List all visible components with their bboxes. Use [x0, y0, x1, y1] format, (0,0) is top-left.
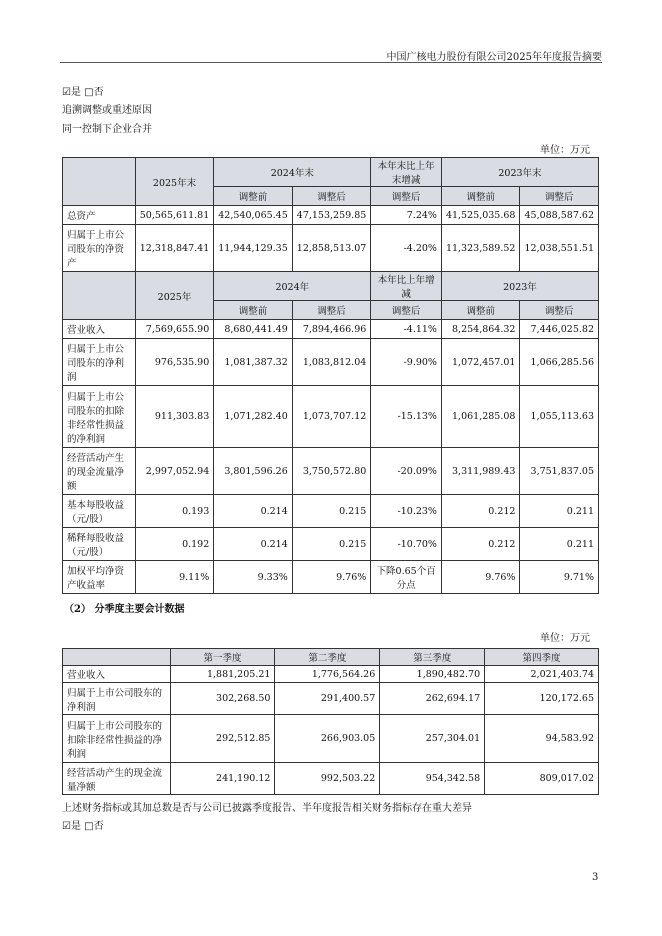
row-label: 归属于上市公司股东的扣除非经常性损益的净利润 [63, 386, 136, 448]
value-cell: 7,446,025.82 [520, 320, 599, 339]
row-label: 加权平均净资产收益率 [63, 561, 136, 594]
value-cell: 1,073,707.12 [292, 386, 371, 448]
value-cell: 1,066,285.56 [520, 339, 599, 386]
quarter-header: 第一季度 [170, 649, 275, 666]
row-label: 归属于上市公司股东的净利润 [63, 683, 171, 715]
table-row [63, 225, 599, 272]
table-row [63, 561, 599, 594]
quarter-header: 第二季度 [275, 649, 380, 666]
value-cell: 992,503.22 [275, 763, 380, 795]
value-cell: 7,569,655.90 [135, 320, 214, 339]
value-cell: 1,890,482.70 [380, 666, 485, 683]
table-row [63, 715, 599, 763]
value-cell: 3,751,837.05 [520, 448, 599, 495]
value-cell: 1,083,812.04 [292, 339, 371, 386]
col-header-after: 调整后 [292, 301, 371, 320]
value-cell: -4.20% [371, 225, 442, 272]
yes-label: 是 [70, 87, 81, 98]
unchecked-box-icon: □ [84, 821, 94, 832]
quarterly-data-table [62, 648, 599, 795]
value-cell: 8,254,864.32 [441, 320, 520, 339]
checked-box-icon: ☑ [62, 87, 71, 98]
value-cell: 7.24% [371, 206, 442, 225]
col-header-after: 调整后 [292, 187, 371, 206]
value-cell: 12,318,847.41 [135, 225, 214, 272]
unit-label: 单位：万元 [540, 633, 590, 644]
row-label: 归属于上市公司股东的净利润 [63, 339, 136, 386]
unit-label: 单位：万元 [540, 145, 590, 156]
header-divider [60, 62, 602, 63]
value-cell: 9.76% [292, 561, 371, 594]
value-cell: 266,903.05 [275, 715, 380, 763]
key-financial-data-table [62, 157, 599, 594]
value-cell: 12,858,513.07 [292, 225, 371, 272]
value-cell: 12,038,551.51 [520, 225, 599, 272]
page-number: 3 [592, 872, 599, 883]
col-header-after: 调整后 [520, 301, 599, 320]
table-row [63, 683, 599, 715]
row-label: 经营活动产生的现金流量净额 [63, 763, 171, 795]
restatement-checkbox-line [62, 83, 104, 98]
value-cell: 0.193 [135, 495, 214, 528]
value-cell: 0.192 [135, 528, 214, 561]
value-cell: 9.71% [520, 561, 599, 594]
value-cell: 9.33% [214, 561, 293, 594]
quarter-header: 第三季度 [380, 649, 485, 666]
value-cell: 下降0.65个百分点 [371, 561, 442, 594]
row-label: 经营活动产生的现金流量净额 [63, 448, 136, 495]
value-cell: 1,055,113.63 [520, 386, 599, 448]
col-header-change-year: 本年比上年增减 [371, 272, 442, 301]
value-cell: 3,801,596.26 [214, 448, 293, 495]
value-cell: 3,311,989.43 [441, 448, 520, 495]
table-row [63, 763, 599, 795]
value-cell: 1,881,205.21 [170, 666, 275, 683]
row-label: 营业收入 [63, 666, 171, 683]
value-cell: 120,172.65 [485, 683, 599, 715]
value-cell: 7,894,466.96 [292, 320, 371, 339]
value-cell: 42,540,065.45 [214, 206, 293, 225]
value-cell: 11,323,589.52 [441, 225, 520, 272]
row-label: 归属于上市公司股东的扣除非经常性损益的净利润 [63, 715, 171, 763]
col-header-2023: 2023年 [441, 272, 598, 301]
col-header-after: 调整后 [520, 187, 599, 206]
value-cell: 0.215 [292, 495, 371, 528]
col-header-after: 调整后 [371, 301, 442, 320]
table-row [63, 448, 599, 495]
header-blank-cell [63, 158, 136, 206]
difference-checkbox-line [62, 817, 104, 832]
value-cell: -15.13% [371, 386, 442, 448]
value-cell: 0.211 [520, 495, 599, 528]
quarter-header: 第四季度 [485, 649, 599, 666]
value-cell: 2,997,052.94 [135, 448, 214, 495]
col-header-2025: 2025年 [135, 272, 214, 320]
header-blank-cell [63, 272, 136, 320]
value-cell: 0.211 [520, 528, 599, 561]
value-cell: 954,342.58 [380, 763, 485, 795]
quarterly-section-title: （2） 分季度主要会计数据 [64, 604, 185, 615]
table-row [63, 206, 599, 225]
value-cell: 257,304.01 [380, 715, 485, 763]
row-label: 稀释每股收益（元/股） [63, 528, 136, 561]
value-cell: 976,535.90 [135, 339, 214, 386]
value-cell: 0.214 [214, 528, 293, 561]
value-cell: 291,400.57 [275, 683, 380, 715]
table-row [63, 495, 599, 528]
value-cell: 2,021,403.74 [485, 666, 599, 683]
row-label: 归属于上市公司股东的净资产 [63, 225, 136, 272]
value-cell: 0.212 [441, 528, 520, 561]
checked-box-icon: ☑ [62, 821, 71, 832]
value-cell: -20.09% [371, 448, 442, 495]
value-cell: 262,694.17 [380, 683, 485, 715]
value-cell: 11,944,129.35 [214, 225, 293, 272]
col-header-before: 调整前 [214, 301, 293, 320]
restatement-reason: 同一控制下企业合并 [62, 124, 152, 135]
table-row [63, 320, 599, 339]
value-cell: 45,088,587.62 [520, 206, 599, 225]
unchecked-box-icon: □ [84, 87, 94, 98]
value-cell: 47,153,259.85 [292, 206, 371, 225]
table-row [63, 528, 599, 561]
value-cell: 50,565,611.81 [135, 206, 214, 225]
value-cell: 0.214 [214, 495, 293, 528]
table-row [63, 339, 599, 386]
col-header-change-end: 本年末比上年末增减 [371, 158, 442, 187]
value-cell: 911,303.83 [135, 386, 214, 448]
row-label: 营业收入 [63, 320, 136, 339]
restatement-reason-label: 追溯调整或重述原因 [62, 105, 152, 116]
value-cell: 1,071,282.40 [214, 386, 293, 448]
table-row [63, 666, 599, 683]
value-cell: 9.76% [441, 561, 520, 594]
value-cell: -9.90% [371, 339, 442, 386]
header-blank-cell [63, 649, 171, 666]
no-label: 否 [93, 87, 104, 98]
value-cell: 8,680,441.49 [214, 320, 293, 339]
col-header-2024-end: 2024年末 [214, 158, 371, 187]
value-cell: 3,750,572.80 [292, 448, 371, 495]
value-cell: -10.23% [371, 495, 442, 528]
difference-question: 上述财务指标或其加总数是否与公司已披露季度报告、半年度报告相关财务指标存在重大差异 [62, 803, 472, 814]
value-cell: 809,017.02 [485, 763, 599, 795]
value-cell: 241,190.12 [170, 763, 275, 795]
value-cell: -4.11% [371, 320, 442, 339]
col-header-before: 调整前 [441, 301, 520, 320]
value-cell: 1,081,387.32 [214, 339, 293, 386]
col-header-before: 调整前 [214, 187, 293, 206]
value-cell: 292,512.85 [170, 715, 275, 763]
col-header-after: 调整后 [371, 187, 442, 206]
value-cell: 1,776,564.26 [275, 666, 380, 683]
row-label: 基本每股收益（元/股） [63, 495, 136, 528]
value-cell: 302,268.50 [170, 683, 275, 715]
report-header-title: 中国广核电力股份有限公司2025年年度报告摘要 [386, 52, 602, 63]
yes-label: 是 [70, 821, 81, 832]
col-header-before: 调整前 [441, 187, 520, 206]
value-cell: 1,061,285.08 [441, 386, 520, 448]
value-cell: 9.11% [135, 561, 214, 594]
value-cell: 41,525,035.68 [441, 206, 520, 225]
value-cell: 1,072,457.01 [441, 339, 520, 386]
no-label: 否 [93, 821, 104, 832]
value-cell: 94,583.92 [485, 715, 599, 763]
value-cell: 0.215 [292, 528, 371, 561]
col-header-2025-end: 2025年末 [135, 158, 214, 206]
row-label: 总资产 [63, 206, 136, 225]
value-cell: -10.70% [371, 528, 442, 561]
col-header-2023-end: 2023年末 [441, 158, 598, 187]
table-row [63, 386, 599, 448]
col-header-2024: 2024年 [214, 272, 371, 301]
value-cell: 0.212 [441, 495, 520, 528]
